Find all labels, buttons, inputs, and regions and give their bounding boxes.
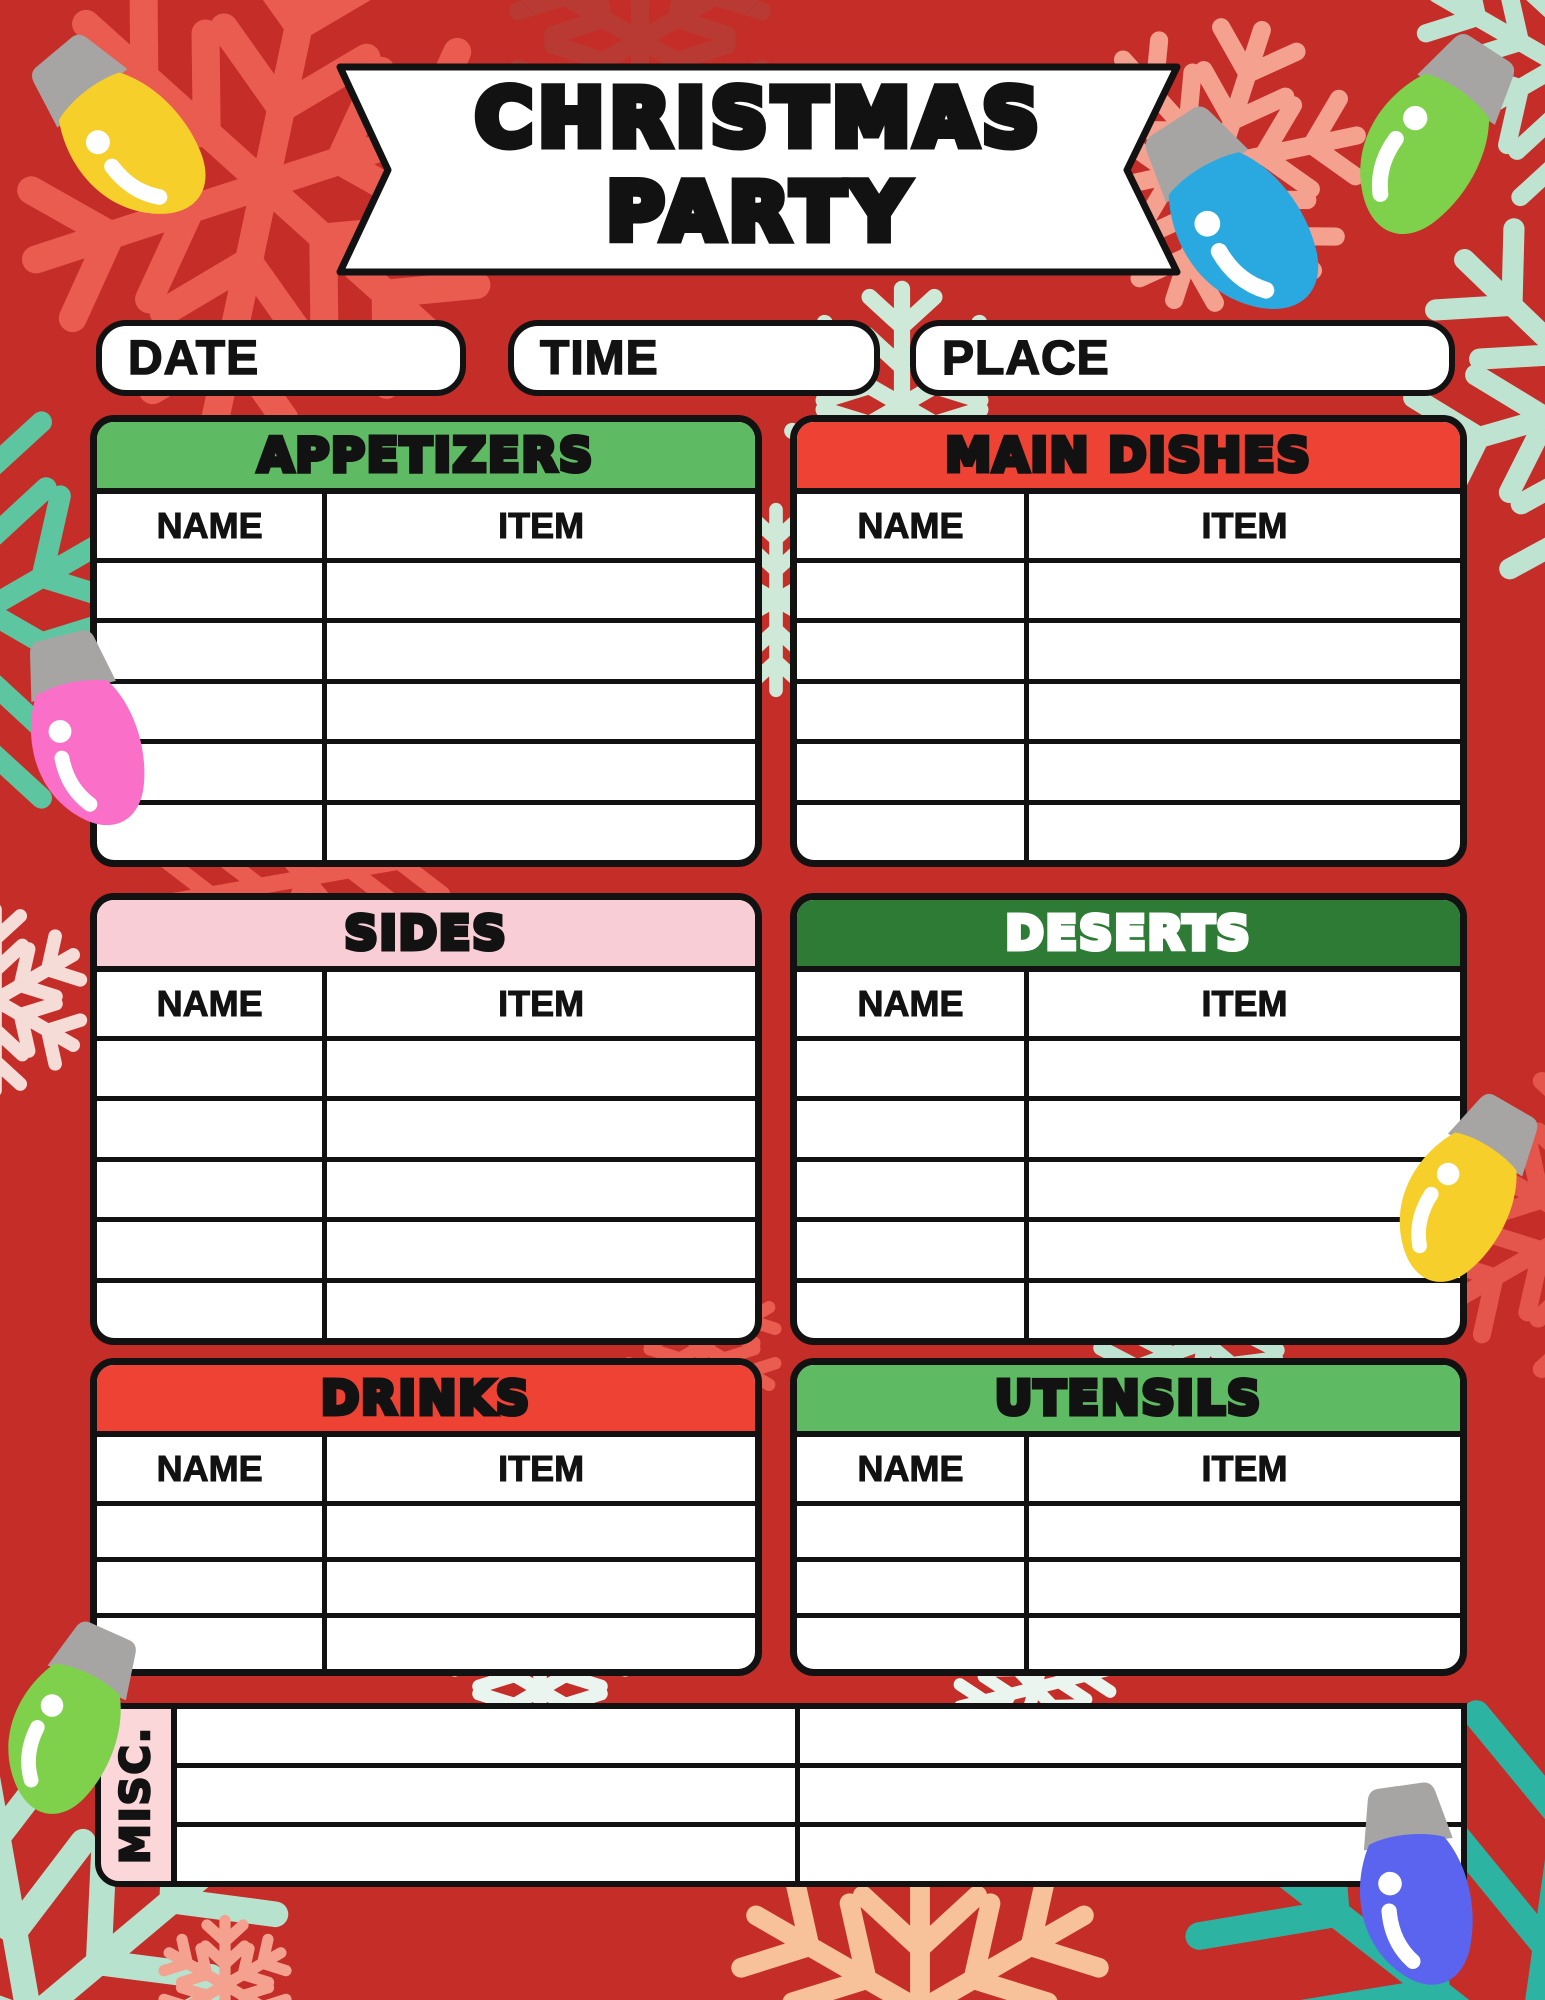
entry-cell[interactable] bbox=[327, 1222, 755, 1277]
date-label: DATE bbox=[128, 331, 260, 385]
entry-cell[interactable] bbox=[797, 1222, 1029, 1277]
misc-cell[interactable] bbox=[177, 1709, 800, 1763]
entry-cell[interactable] bbox=[97, 1562, 327, 1613]
time-label: TIME bbox=[540, 331, 659, 385]
entry-cell[interactable] bbox=[1029, 563, 1460, 618]
table-row bbox=[797, 1278, 1460, 1338]
entry-cell[interactable] bbox=[1029, 1101, 1460, 1156]
table-row bbox=[797, 1157, 1460, 1217]
entry-cell[interactable] bbox=[797, 1101, 1029, 1156]
table-row bbox=[797, 1613, 1460, 1669]
section-drinks bbox=[90, 1358, 762, 1676]
entry-cell[interactable] bbox=[797, 1506, 1029, 1557]
entry-cell[interactable] bbox=[327, 1506, 755, 1557]
appetizers-rows bbox=[97, 558, 755, 860]
misc-cell[interactable] bbox=[800, 1709, 1461, 1763]
table-row bbox=[97, 1278, 755, 1338]
section-main-dishes bbox=[790, 415, 1467, 867]
entry-cell[interactable] bbox=[327, 623, 755, 678]
page-title bbox=[330, 60, 1190, 272]
section-deserts bbox=[790, 893, 1467, 1345]
name-column-header: NAME bbox=[797, 1437, 1029, 1501]
entry-cell[interactable] bbox=[797, 1562, 1029, 1613]
table-row bbox=[97, 1217, 755, 1277]
deserts-rows bbox=[797, 1036, 1460, 1338]
column-headers bbox=[97, 1437, 755, 1501]
entry-cell[interactable] bbox=[327, 1101, 755, 1156]
entry-cell[interactable] bbox=[797, 1162, 1029, 1217]
time-field[interactable] bbox=[508, 320, 880, 396]
section-utensils bbox=[790, 1358, 1467, 1676]
section-appetizers bbox=[90, 415, 762, 867]
entry-cell[interactable] bbox=[1029, 1562, 1460, 1613]
item-column-header: ITEM bbox=[1201, 1448, 1288, 1489]
entry-cell[interactable] bbox=[797, 684, 1029, 739]
table-row bbox=[797, 1501, 1460, 1557]
entry-cell[interactable] bbox=[97, 1041, 327, 1096]
entry-cell[interactable] bbox=[327, 1041, 755, 1096]
table-row bbox=[97, 679, 755, 739]
snowflake-icon bbox=[150, 1910, 300, 2000]
name-column-header: NAME bbox=[97, 1437, 327, 1501]
entry-cell[interactable] bbox=[97, 563, 327, 618]
date-field[interactable] bbox=[96, 320, 466, 396]
misc-cell[interactable] bbox=[177, 1768, 800, 1822]
section-sides bbox=[90, 893, 762, 1345]
misc-grid bbox=[171, 1703, 1467, 1887]
table-row bbox=[97, 1036, 755, 1096]
entry-cell[interactable] bbox=[797, 1283, 1029, 1338]
table-row bbox=[97, 1613, 755, 1669]
deserts-header: DESERTS bbox=[797, 900, 1460, 972]
sides-header: SIDES bbox=[97, 900, 755, 972]
entry-cell[interactable] bbox=[1029, 1041, 1460, 1096]
item-column-header: ITEM bbox=[498, 1448, 585, 1489]
page-title-line2: PARTY bbox=[606, 168, 914, 258]
table-row bbox=[797, 1036, 1460, 1096]
name-column-header: NAME bbox=[97, 972, 327, 1036]
entry-cell[interactable] bbox=[97, 1162, 327, 1217]
entry-cell[interactable] bbox=[797, 563, 1029, 618]
table-row bbox=[797, 739, 1460, 799]
entry-cell[interactable] bbox=[1029, 744, 1460, 799]
utensils-rows bbox=[797, 1501, 1460, 1669]
entry-cell[interactable] bbox=[97, 1101, 327, 1156]
entry-cell[interactable] bbox=[327, 1162, 755, 1217]
column-headers bbox=[97, 494, 755, 558]
entry-cell[interactable] bbox=[327, 684, 755, 739]
table-row bbox=[97, 1557, 755, 1613]
table-row bbox=[97, 618, 755, 678]
entry-cell[interactable] bbox=[327, 1562, 755, 1613]
place-field[interactable] bbox=[910, 320, 1455, 396]
entry-cell[interactable] bbox=[97, 1283, 327, 1338]
appetizers-header: APPETIZERS bbox=[97, 422, 755, 494]
drinks-rows bbox=[97, 1501, 755, 1669]
table-row bbox=[177, 1822, 1461, 1881]
table-row bbox=[97, 739, 755, 799]
table-row bbox=[797, 558, 1460, 618]
entry-cell[interactable] bbox=[1029, 684, 1460, 739]
item-column-header: ITEM bbox=[498, 983, 585, 1024]
column-headers bbox=[797, 972, 1460, 1036]
item-column-header: ITEM bbox=[498, 505, 585, 546]
item-column-header: ITEM bbox=[1201, 505, 1288, 546]
column-headers bbox=[97, 972, 755, 1036]
sides-rows bbox=[97, 1036, 755, 1338]
table-row bbox=[797, 618, 1460, 678]
entry-cell[interactable] bbox=[97, 1222, 327, 1277]
drinks-header: DRINKS bbox=[97, 1365, 755, 1437]
entry-cell[interactable] bbox=[1029, 1618, 1460, 1669]
table-row bbox=[177, 1709, 1461, 1763]
table-row bbox=[97, 1157, 755, 1217]
item-column-header: ITEM bbox=[1201, 983, 1288, 1024]
entry-cell[interactable] bbox=[1029, 1283, 1460, 1338]
utensils-header: UTENSILS bbox=[797, 1365, 1460, 1437]
misc-cell[interactable] bbox=[177, 1827, 800, 1881]
entry-cell[interactable] bbox=[797, 805, 1029, 860]
table-row bbox=[97, 558, 755, 618]
table-row bbox=[797, 679, 1460, 739]
column-headers bbox=[797, 494, 1460, 558]
entry-cell[interactable] bbox=[797, 744, 1029, 799]
entry-cell[interactable] bbox=[327, 805, 755, 860]
entry-cell[interactable] bbox=[327, 744, 755, 799]
table-row bbox=[797, 1096, 1460, 1156]
entry-cell[interactable] bbox=[327, 563, 755, 618]
table-row bbox=[797, 1557, 1460, 1613]
entry-cell[interactable] bbox=[797, 1618, 1029, 1669]
name-column-header: NAME bbox=[797, 494, 1029, 558]
entry-cell[interactable] bbox=[1029, 805, 1460, 860]
misc-label: MISC. bbox=[113, 1725, 159, 1865]
name-column-header: NAME bbox=[97, 494, 327, 558]
entry-cell[interactable] bbox=[327, 1283, 755, 1338]
entry-cell[interactable] bbox=[797, 1041, 1029, 1096]
table-row bbox=[97, 1501, 755, 1557]
entry-cell[interactable] bbox=[97, 1506, 327, 1557]
snowflake-icon bbox=[0, 895, 100, 1105]
page-title-line1: CHRISTMAS bbox=[475, 74, 1045, 164]
entry-cell[interactable] bbox=[797, 623, 1029, 678]
place-label: PLACE bbox=[942, 331, 1110, 385]
column-headers bbox=[797, 1437, 1460, 1501]
table-row bbox=[797, 800, 1460, 860]
table-row bbox=[97, 800, 755, 860]
entry-cell[interactable] bbox=[1029, 1506, 1460, 1557]
entry-cell[interactable] bbox=[327, 1618, 755, 1669]
table-row bbox=[97, 1096, 755, 1156]
name-column-header: NAME bbox=[797, 972, 1029, 1036]
table-row bbox=[177, 1763, 1461, 1822]
entry-cell[interactable] bbox=[1029, 623, 1460, 678]
main-dishes-header: MAIN DISHES bbox=[797, 422, 1460, 494]
main-dishes-rows bbox=[797, 558, 1460, 860]
